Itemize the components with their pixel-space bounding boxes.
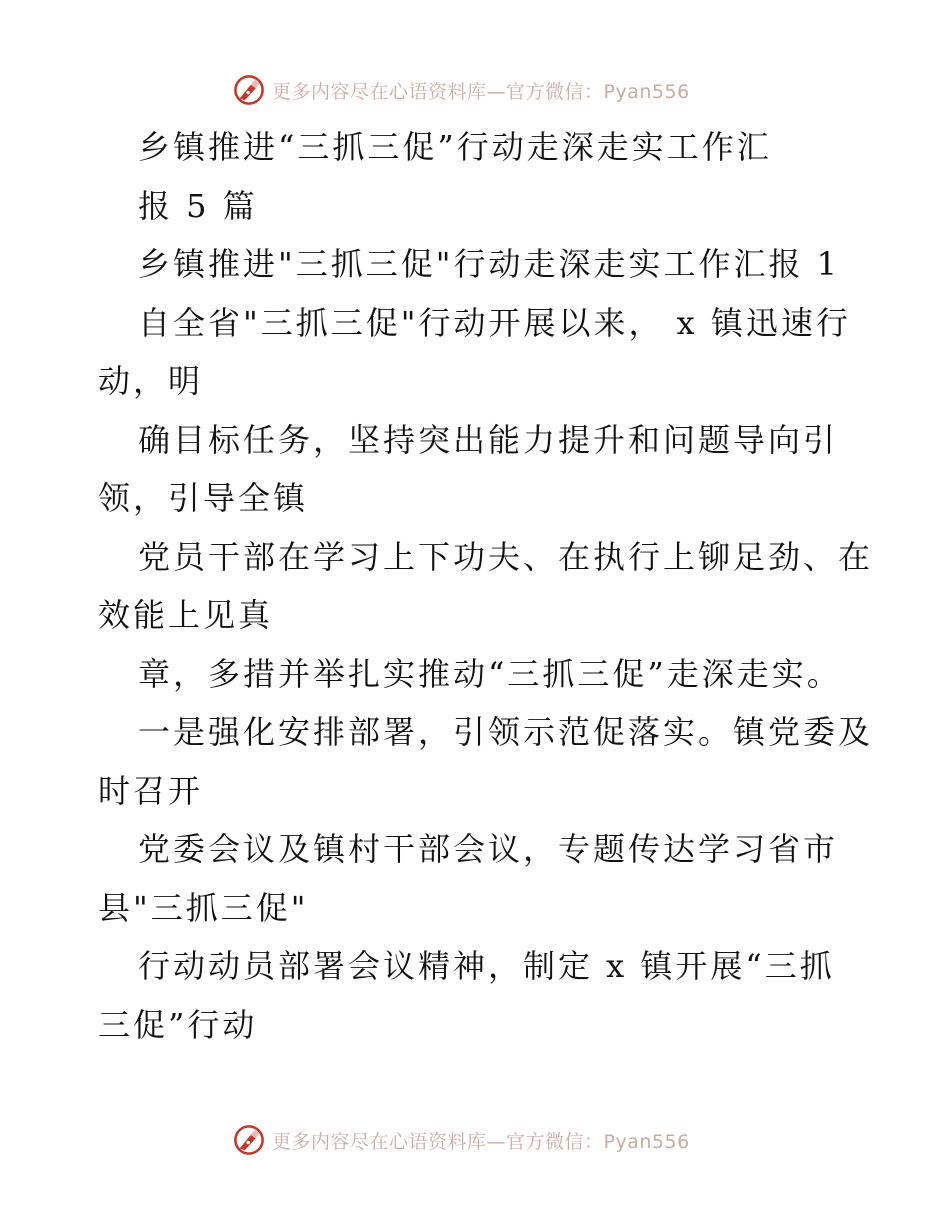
document-line: 一是强化安排部署，引领示范促落实。镇党委及 <box>138 713 874 751</box>
document-line: 乡镇推进“三抓三促”行动走深走实工作汇 <box>138 128 772 166</box>
watermark-label: 更多内容尽在心语资料库—官方微信： <box>272 80 604 103</box>
document-line: 章，多措并举扎实推动“三抓三促”走深走实。 <box>138 654 842 693</box>
watermark-label: 更多内容尽在心语资料库—官方微信： <box>272 1130 604 1153</box>
document-line: 动，明 <box>98 362 204 400</box>
document-line: 县"三抓三促" <box>98 888 309 927</box>
watermark-text <box>272 1127 690 1154</box>
document-line: 自全省"三抓三促"行动开展以来， x 镇迅速行 <box>138 303 851 342</box>
document-line: 领，引导全镇 <box>98 479 309 517</box>
document-line: 时召开 <box>98 771 204 810</box>
footer-watermark-banner <box>232 1122 690 1158</box>
document-line: 党员干部在学习上下功夫、在执行上铆足劲、在 <box>138 537 874 576</box>
document-line: 三促”行动 <box>98 1005 258 1044</box>
document-line: 乡镇推进"三抓三促"行动走深走实工作汇报 1 <box>138 245 840 283</box>
document-line: 行动动员部署会议精神，制定 x 镇开展“三抓 <box>138 947 835 985</box>
wechat-id: Pyan556 <box>603 1130 690 1153</box>
document-body <box>98 118 898 1054</box>
document-line: 党委会议及镇村干部会议，专题传达学习省市 <box>138 830 839 868</box>
pen-nib-logo-icon <box>232 1123 266 1157</box>
pen-nib-logo-icon <box>232 73 266 107</box>
header-watermark-banner <box>232 72 690 108</box>
watermark-text <box>272 77 690 104</box>
wechat-id: Pyan556 <box>603 80 690 103</box>
document-line: 确目标任务，坚持突出能力提升和问题导向引 <box>138 420 839 459</box>
document-line: 效能上见真 <box>98 596 274 634</box>
document-line: 报 5 篇 <box>138 186 258 225</box>
